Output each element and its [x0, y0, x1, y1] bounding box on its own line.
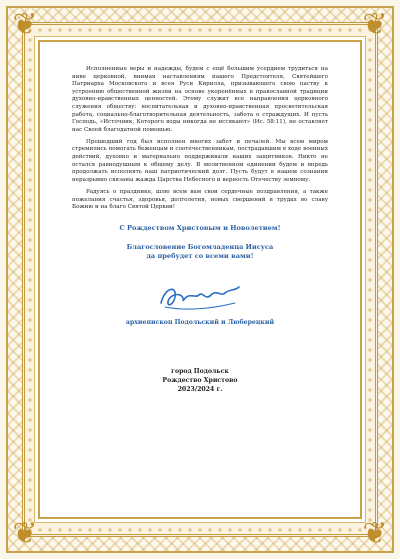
letter-paragraph: Исполненные веры и надежды, будем с ещё большим усердием трудиться на ниве церковной, внимая наставлениям нашего Предстоятеля, Святейшего Патриарха Московского и всея Руси Кирилла, призывающего свою паству к устроению общественной жизни на основе укоренённых в православной традиции духовно-нравственных ценностей. Этому служит все направления церковного служения обществу: воспитательная и духовно-нравственная просветительская работа, социально-благотворительная деятельность, забота о страждущих. И пусть Господь, «Источник, Которого воды никогда не иссякают» (Ис. 58:11), не оставляет нас Своей благодатной помощью.: [72, 66, 328, 133]
signature-icon: [155, 277, 245, 317]
occasion-name: Рождество Христово: [162, 376, 238, 384]
letter-paragraph: Радуясь о празднике, шлю всем вам свои сердечные поздравления, а также пожелания счастья, здоровья, долголетия, новых свершений в трудах во славу Божию и на благо Святой Церкви!: [72, 188, 328, 211]
ornament-corner-icon: ❦: [12, 516, 38, 551]
place-name: город Подольск: [171, 367, 229, 375]
blessing-line-1: Благословение Богомладенца Иисуса: [126, 242, 274, 251]
letter-body: [72, 66, 328, 395]
year-label: 2023/2024 г.: [177, 385, 223, 393]
letter-paragraph: Прошедший год был исполнен многих забот и печалей. Мы всем миром стремились помогать беженцам и соотечественникам, пострадавшим в ходе военных действий, духовно и материально поддерживали наших защитников. Никто не остался равнодушным к общему делу. В молитвенном единении будем и впредь продолжать исполнять наш патриотический долг. Пусть будут в нашем сознании неразрывно связаны жажда Царства Небесного и верность Отечеству земному.: [72, 138, 328, 183]
ornament-corner-icon: ❦: [362, 7, 388, 42]
christmas-greeting: С Рождеством Христовым и Новолетием!: [119, 223, 281, 232]
blessing-line-2: да пребудет со всеми вами!: [146, 252, 254, 261]
letter-footer: [72, 368, 328, 395]
signer-title: архиепископ Подольский и Люберецкий: [125, 319, 275, 327]
ornament-corner-icon: ❦: [12, 7, 38, 42]
ornament-corner-icon: ❦: [362, 516, 388, 551]
